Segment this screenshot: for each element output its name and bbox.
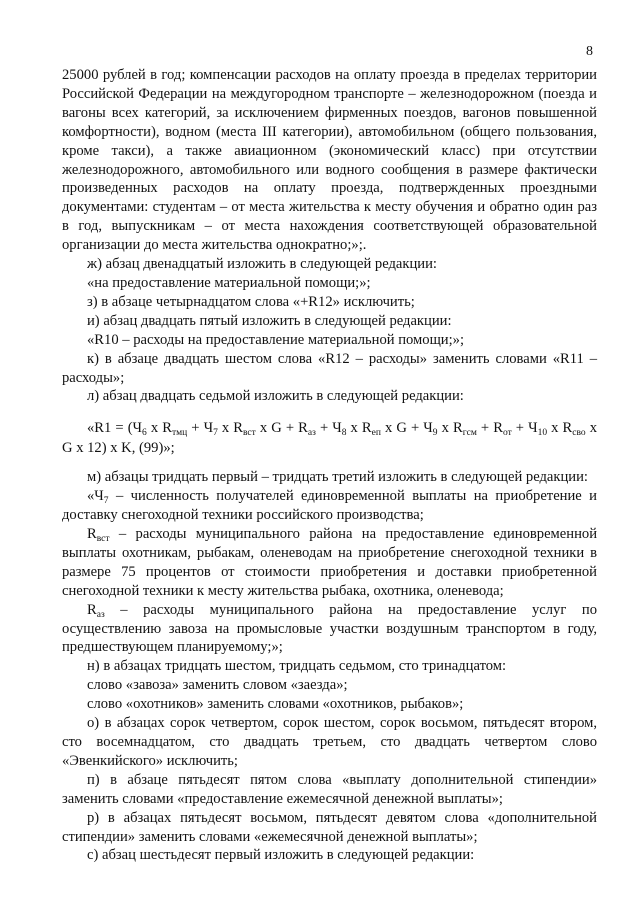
item-o: о) в абзацах сорок четвертом, сорок шестом, сорок восьмом, пятьдесят втором, сто восемнадцатом, сто двадцать третьем, сто двадцать четвертом слово «Эвенкийского» исключить;: [62, 715, 597, 769]
item-i: и) абзац двадцать пятый изложить в следующей редакции:: [87, 312, 452, 329]
item-m: м) абзацы тридцать первый – тридцать третий изложить в следующей редакции:: [87, 469, 588, 486]
item-n-replace-1: слово «завоза» заменить словом «заезда»;: [87, 677, 348, 694]
document-body: [62, 66, 597, 865]
item-i-text: «R10 – расходы на предоставление материальной помощи;»;: [87, 331, 465, 348]
item-r: р) в абзацах пятьдесят восьмом, пятьдесят девятом слова «дополнительной стипендии» заменить словами «ежемесячной денежной выплаты»;: [62, 809, 597, 845]
spacer: [62, 406, 597, 418]
item-p: п) в абзаце пятьдесят пятом слова «выплату дополнительной стипендии» заменить словами «предоставление ежемесячной денежной выплаты»;: [62, 771, 597, 807]
item-k: к) в абзаце двадцать шестом слова «R12 – расходы» заменить словами «R11 – расходы»;: [62, 350, 597, 386]
paragraph-compensation: 25000 рублей в год; компенсации расходов на оплату проезда в пределах территории Российской Федерации на междугородном транспорте – железнодорожном (поезда и вагоны всех категорий, за исключением фирменных поездов, вагонов повышенной комфортности), водном (места III категории), автомобильном (общего пользования, кроме такси), а также авиационном (экономический класс) при отсутствии железнодорожного, автомобильного или водного сообщения в размере фактически произведенных расходов на оплату проезда, подтвержденных проездными документами: студентам – от места жительства к месту обучения и обратно один раз в год, выпускникам – от места нахождения соответствующей образовательной организации до места жительства однократно;»;.: [62, 67, 597, 254]
page-number: 8: [586, 44, 593, 59]
definition-rvst: $R_{вст}$ – расходы муниципального района на предоставление единовременной выплаты охотникам, рыбакам, оленеводам на приобретение снегоходной техники в размере 75 процентов от стоимости приобретения и доставки приобретенной снегоходной техники к месту жительства рыбака, охотника, оленевода;: [62, 526, 597, 599]
item-n-replace-2: слово «охотников» заменить словами «охотников, рыбаков»;: [87, 696, 464, 713]
item-zh: ж) абзац двенадцатый изложить в следующей редакции:: [87, 256, 437, 273]
item-s: с) абзац шестьдесят первый изложить в следующей редакции:: [87, 847, 475, 864]
item-zh-text: «на предоставление материальной помощи;»;: [87, 274, 371, 291]
definition-ch7: «$Ч_7$ – численность получателей единовременной выплаты на приобретение и доставку снегоходной техники российского производства;: [62, 488, 597, 524]
item-n: н) в абзацах тридцать шестом, тридцать седьмом, сто тринадцатом:: [87, 658, 507, 675]
item-l: л) абзац двадцать седьмой изложить в следующей редакции:: [87, 388, 464, 405]
formula-r1: «$R1 = (Ч_6$ x $R_{тмц} + Ч_7$ x $R_{вст}$ x $G + R_{аз} + Ч_8$ x $R_{еп}$ x $G + Ч_9$ x $R_{гсм} + R_{от} + Ч_{10}$ x $R_{сво}$ x G x 12) x K, (99)»;: [62, 420, 598, 457]
definition-raz: $R_{аз}$ – расходы муниципального района на предоставление услуг по осуществлению завоза на промысловые участки воздушным транспортом в году, предшествующем планируемому;»;: [62, 601, 597, 656]
spacer: [62, 458, 597, 468]
item-z: з) в абзаце четырнадцатом слова «+R12» исключить;: [87, 293, 415, 310]
